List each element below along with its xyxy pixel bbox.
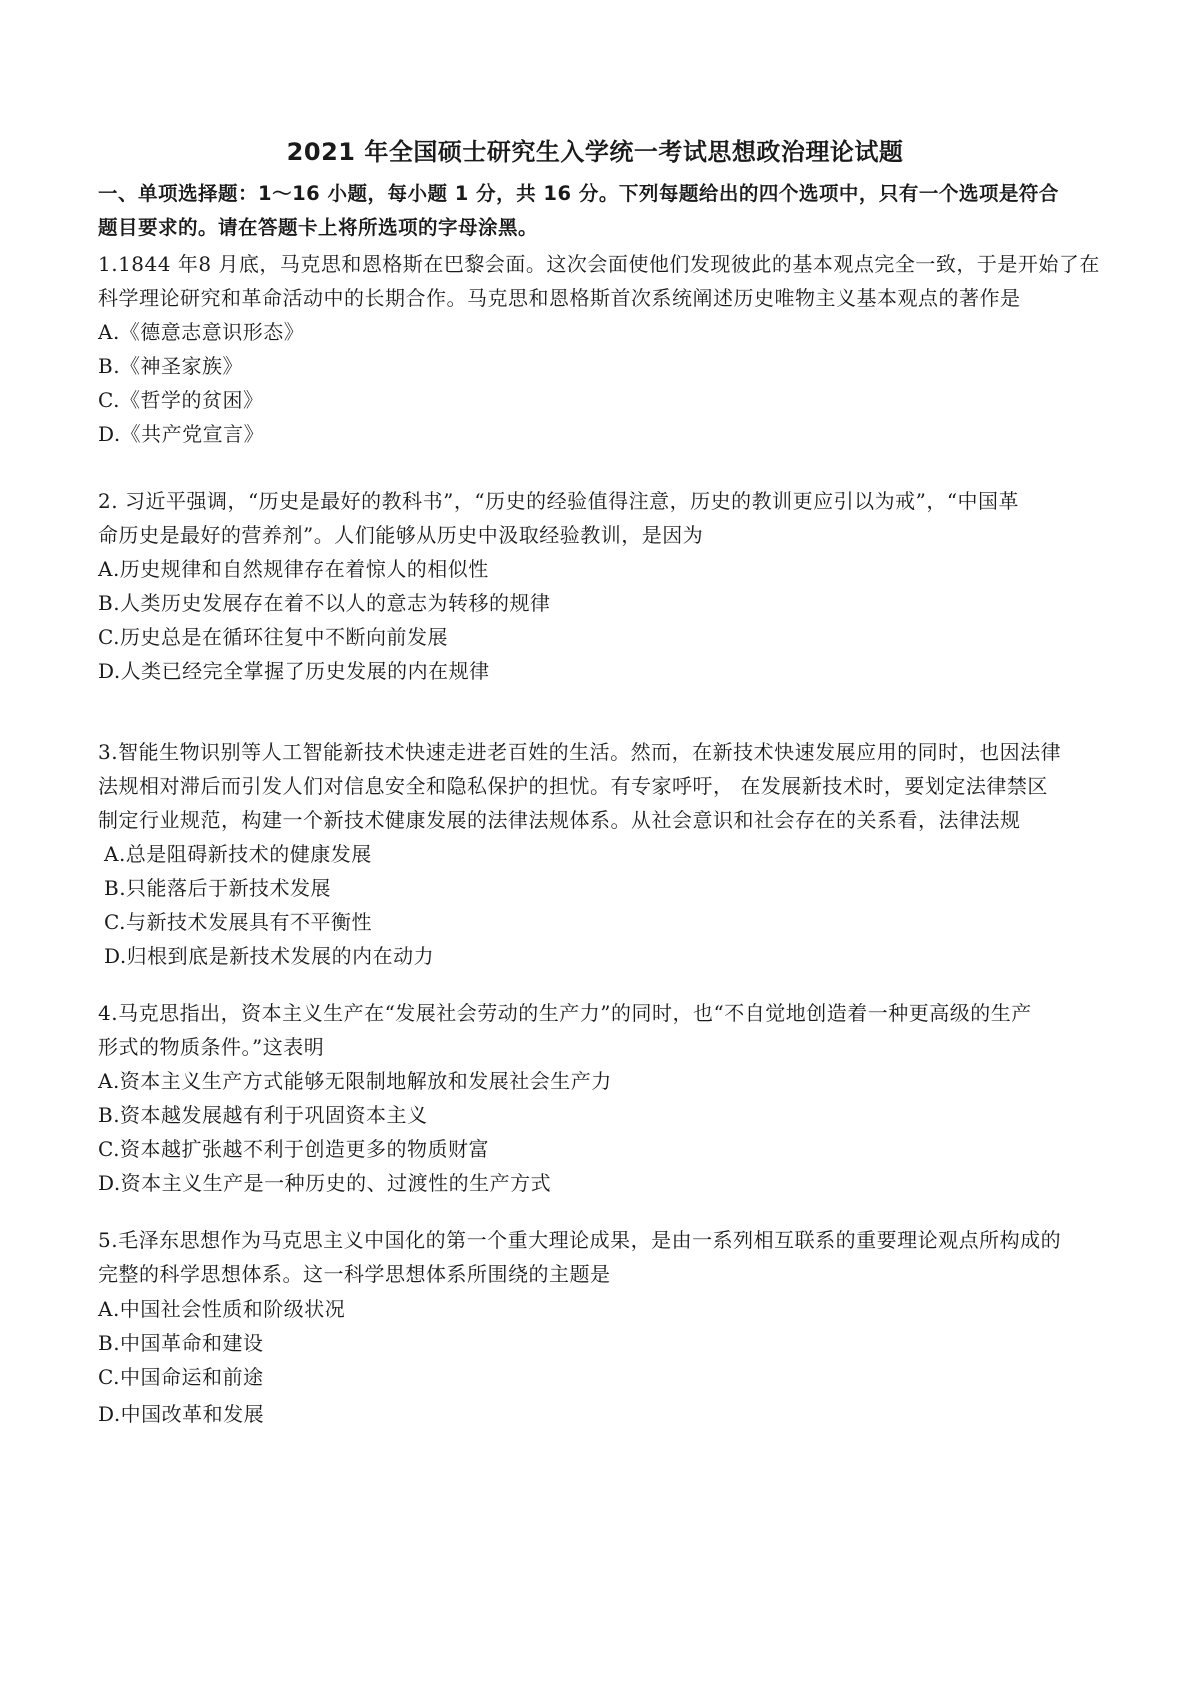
question-5-option-b: B.中国革命和建设 [98, 1331, 264, 1355]
question-5-option-c: C.中国命运和前途 [98, 1365, 264, 1389]
question-2-option-b: B.人类历史发展存在着不以人的意志为转移的规律 [98, 591, 551, 615]
question-4-stem-line-2: 形式的物质条件。”这表明 [98, 1035, 325, 1059]
question-1-option-c: C.《哲学的贫困》 [98, 388, 264, 412]
question-2-option-c: C.历史总是在循环往复中不断向前发展 [98, 625, 448, 649]
question-4-option-c: C.资本越扩张越不利于创造更多的物质财富 [98, 1137, 489, 1161]
question-4-stem-line-1: 4.马克思指出，资本主义生产在“发展社会劳动的生产力”的同时，也“不自觉地创造着一种更高级的生产 [98, 1001, 1032, 1025]
question-4-option-a: A.资本主义生产方式能够无限制地解放和发展社会生产力 [98, 1069, 612, 1093]
page-title: 2021 年全国硕士研究生入学统一考试思想政治理论试题 [286, 138, 904, 166]
question-3-option-b: B.只能落后于新技术发展 [104, 876, 332, 900]
question-4-option-d: D.资本主义生产是一种历史的、过渡性的生产方式 [98, 1171, 552, 1195]
question-3-option-c: C.与新技术发展具有不平衡性 [104, 910, 372, 934]
question-2-option-d: D.人类已经完全掌握了历史发展的内在规律 [98, 659, 490, 683]
question-5-stem-line-1: 5.毛泽东思想作为马克思主义中国化的第一个重大理论成果，是由一系列相互联系的重要理论观点所构成的 [98, 1228, 1062, 1252]
question-3-stem-line-3: 制定行业规范，构建一个新技术健康发展的法律法规体系。从社会意识和社会存在的关系看，法律法规 [98, 808, 1021, 832]
question-5-stem-line-2: 完整的科学思想体系。这一科学思想体系所围绕的主题是 [98, 1262, 611, 1286]
question-3-option-d: D.归根到底是新技术发展的内在动力 [104, 944, 435, 968]
question-1-stem-line-1: 1.1844 年8 月底，马克思和恩格斯在巴黎会面。这次会面使他们发现彼此的基本观点完全一致，于是开始了在 [98, 252, 1100, 276]
question-5-option-d: D.中国改革和发展 [98, 1402, 265, 1426]
question-3-stem-line-2: 法规相对滞后而引发人们对信息安全和隐私保护的担忧。有专家呼吁， 在发展新技术时，要划定法律禁区 [98, 774, 1048, 798]
question-1-option-b: B.《神圣家族》 [98, 354, 244, 378]
question-1-option-a: A.《德意志意识形态》 [98, 320, 305, 344]
question-3-stem-line-1: 3.智能生物识别等人工智能新技术快速走进老百姓的生活。然而，在新技术快速发展应用的同时，也因法律 [98, 740, 1062, 764]
question-2-option-a: A.历史规律和自然规律存在着惊人的相似性 [98, 557, 489, 581]
section-instruction-line-2: 题目要求的。请在答题卡上将所选项的字母涂黑。 [98, 216, 539, 239]
question-2-stem-line-2: 命历史是最好的营养剂”。人们能够从历史中汲取经验教训，是因为 [98, 523, 704, 547]
question-4-option-b: B.资本越发展越有利于巩固资本主义 [98, 1103, 428, 1127]
question-1-option-d: D.《共产党宣言》 [98, 422, 265, 446]
question-3-option-a: A.总是阻碍新技术的健康发展 [104, 842, 372, 866]
question-1-stem-line-2: 科学理论研究和革命活动中的长期合作。马克思和恩格斯首次系统阐述历史唯物主义基本观点的著作是 [98, 286, 1021, 310]
question-5-option-a: A.中国社会性质和阶级状况 [98, 1297, 346, 1321]
section-instruction-line-1: 一、单项选择题：1～16 小题，每小题 1 分，共 16 分。下列每题给出的四个选项中，只有一个选项是符合 [98, 182, 1059, 205]
question-2-stem-line-1: 2. 习近平强调，“历史是最好的教科书”，“历史的经验值得注意，历史的教训更应引以为戒”，“中国革 [98, 489, 1020, 513]
